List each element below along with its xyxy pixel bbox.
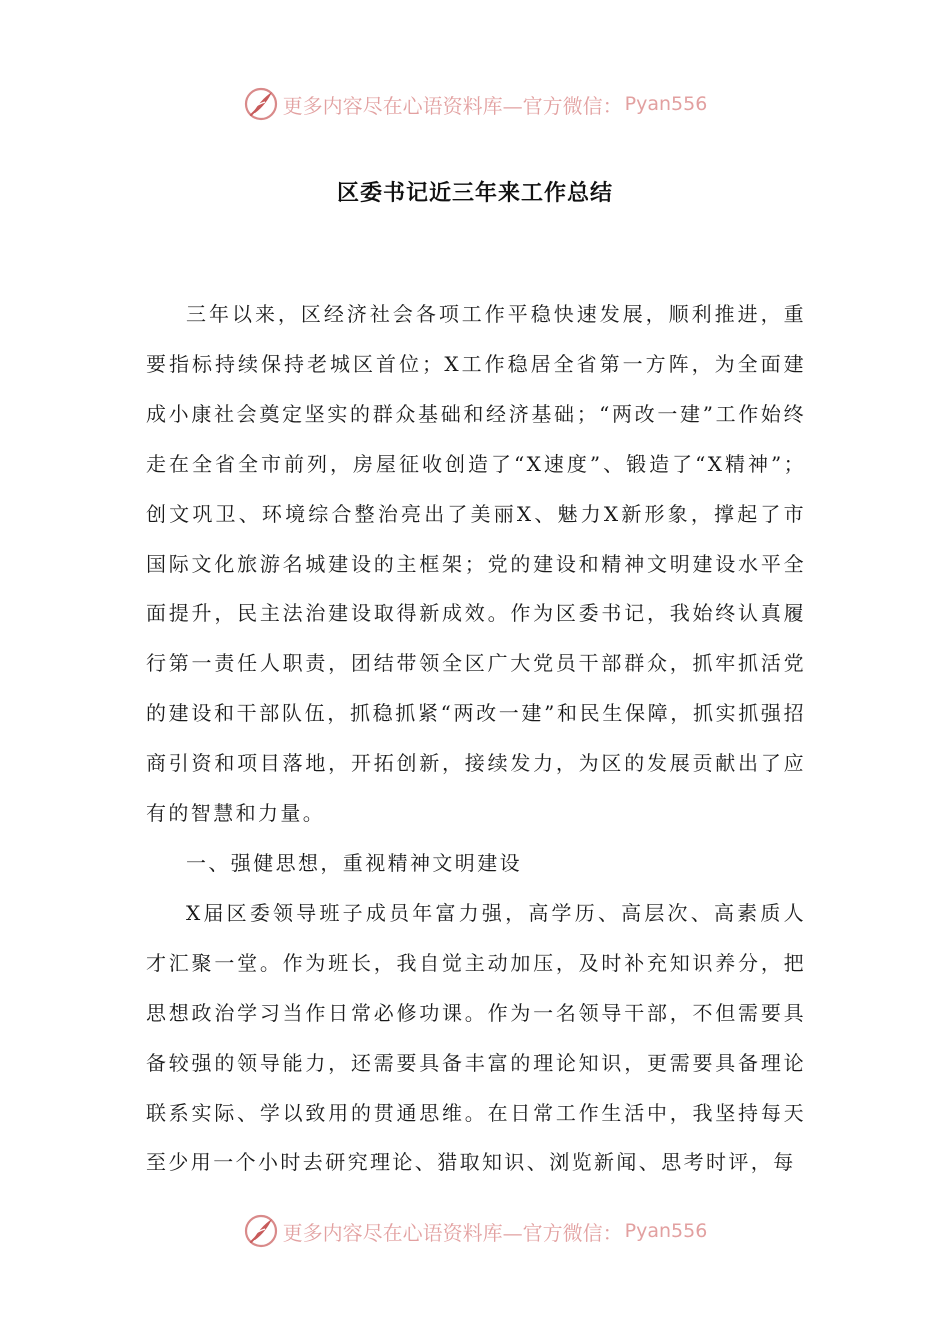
watermark-wechat-id: Pyan556 bbox=[624, 1220, 708, 1242]
watermark-wechat-id: Pyan556 bbox=[624, 93, 708, 115]
paragraph-section-one: X届区委领导班子成员年富力强，高学历、高层次、高素质人才汇聚一堂。作为班长，我自觉主动加压，及时补充知识养分，把思想政治学习当作日常必修功课。作为一名领导干部，不但需要具备较强的领导能力，还需要具备丰富的理论知识，更需要具备理论联系实际、学以致用的贯通思维。在日常工作生活中，我坚持每天至少用一个小时去研究理论、猎取知识、浏览新闻、思考时评，每 bbox=[146, 900, 806, 1175]
quill-pen-logo-icon bbox=[243, 1213, 279, 1249]
section-heading: 一、强健思想，重视精神文明建设 bbox=[186, 850, 522, 875]
watermark-text: 更多内容尽在心语资料库—官方微信： bbox=[282, 93, 623, 118]
header-watermark bbox=[0, 84, 950, 124]
footer-watermark bbox=[0, 1211, 950, 1251]
paragraph-intro: 三年以来，区经济社会各项工作平稳快速发展，顺利推进，重要指标持续保持老城区首位；X工作稳居全省第一方阵，为全面建成小康社会奠定坚实的群众基础和经济基础；“两改一建”工作始终走在全省全市前列，房屋征收创造了“X速度”、锻造了“X精神”；创文巩卫、环境综合整治亮出了美丽X、魅力X新形象，撑起了市国际文化旅游名城建设的主框架；党的建设和精神文明建设水平全面提升，民主法治建设取得新成效。作为区委书记，我始终认真履行第一责任人职责，团结带领全区广大党员干部群众，抓牢抓活党的建设和干部队伍，抓稳抓紧“两改一建”和民生保障，抓实抓强招商引资和项目落地，开拓创新，接续发力，为区的发展贡献出了应有的智慧和力量。 bbox=[146, 302, 806, 826]
document-body bbox=[146, 290, 806, 1188]
watermark-text: 更多内容尽在心语资料库—官方微信： bbox=[282, 1220, 623, 1245]
document-title: 区委书记近三年来工作总结 bbox=[336, 180, 613, 206]
quill-pen-logo-icon bbox=[243, 86, 279, 122]
